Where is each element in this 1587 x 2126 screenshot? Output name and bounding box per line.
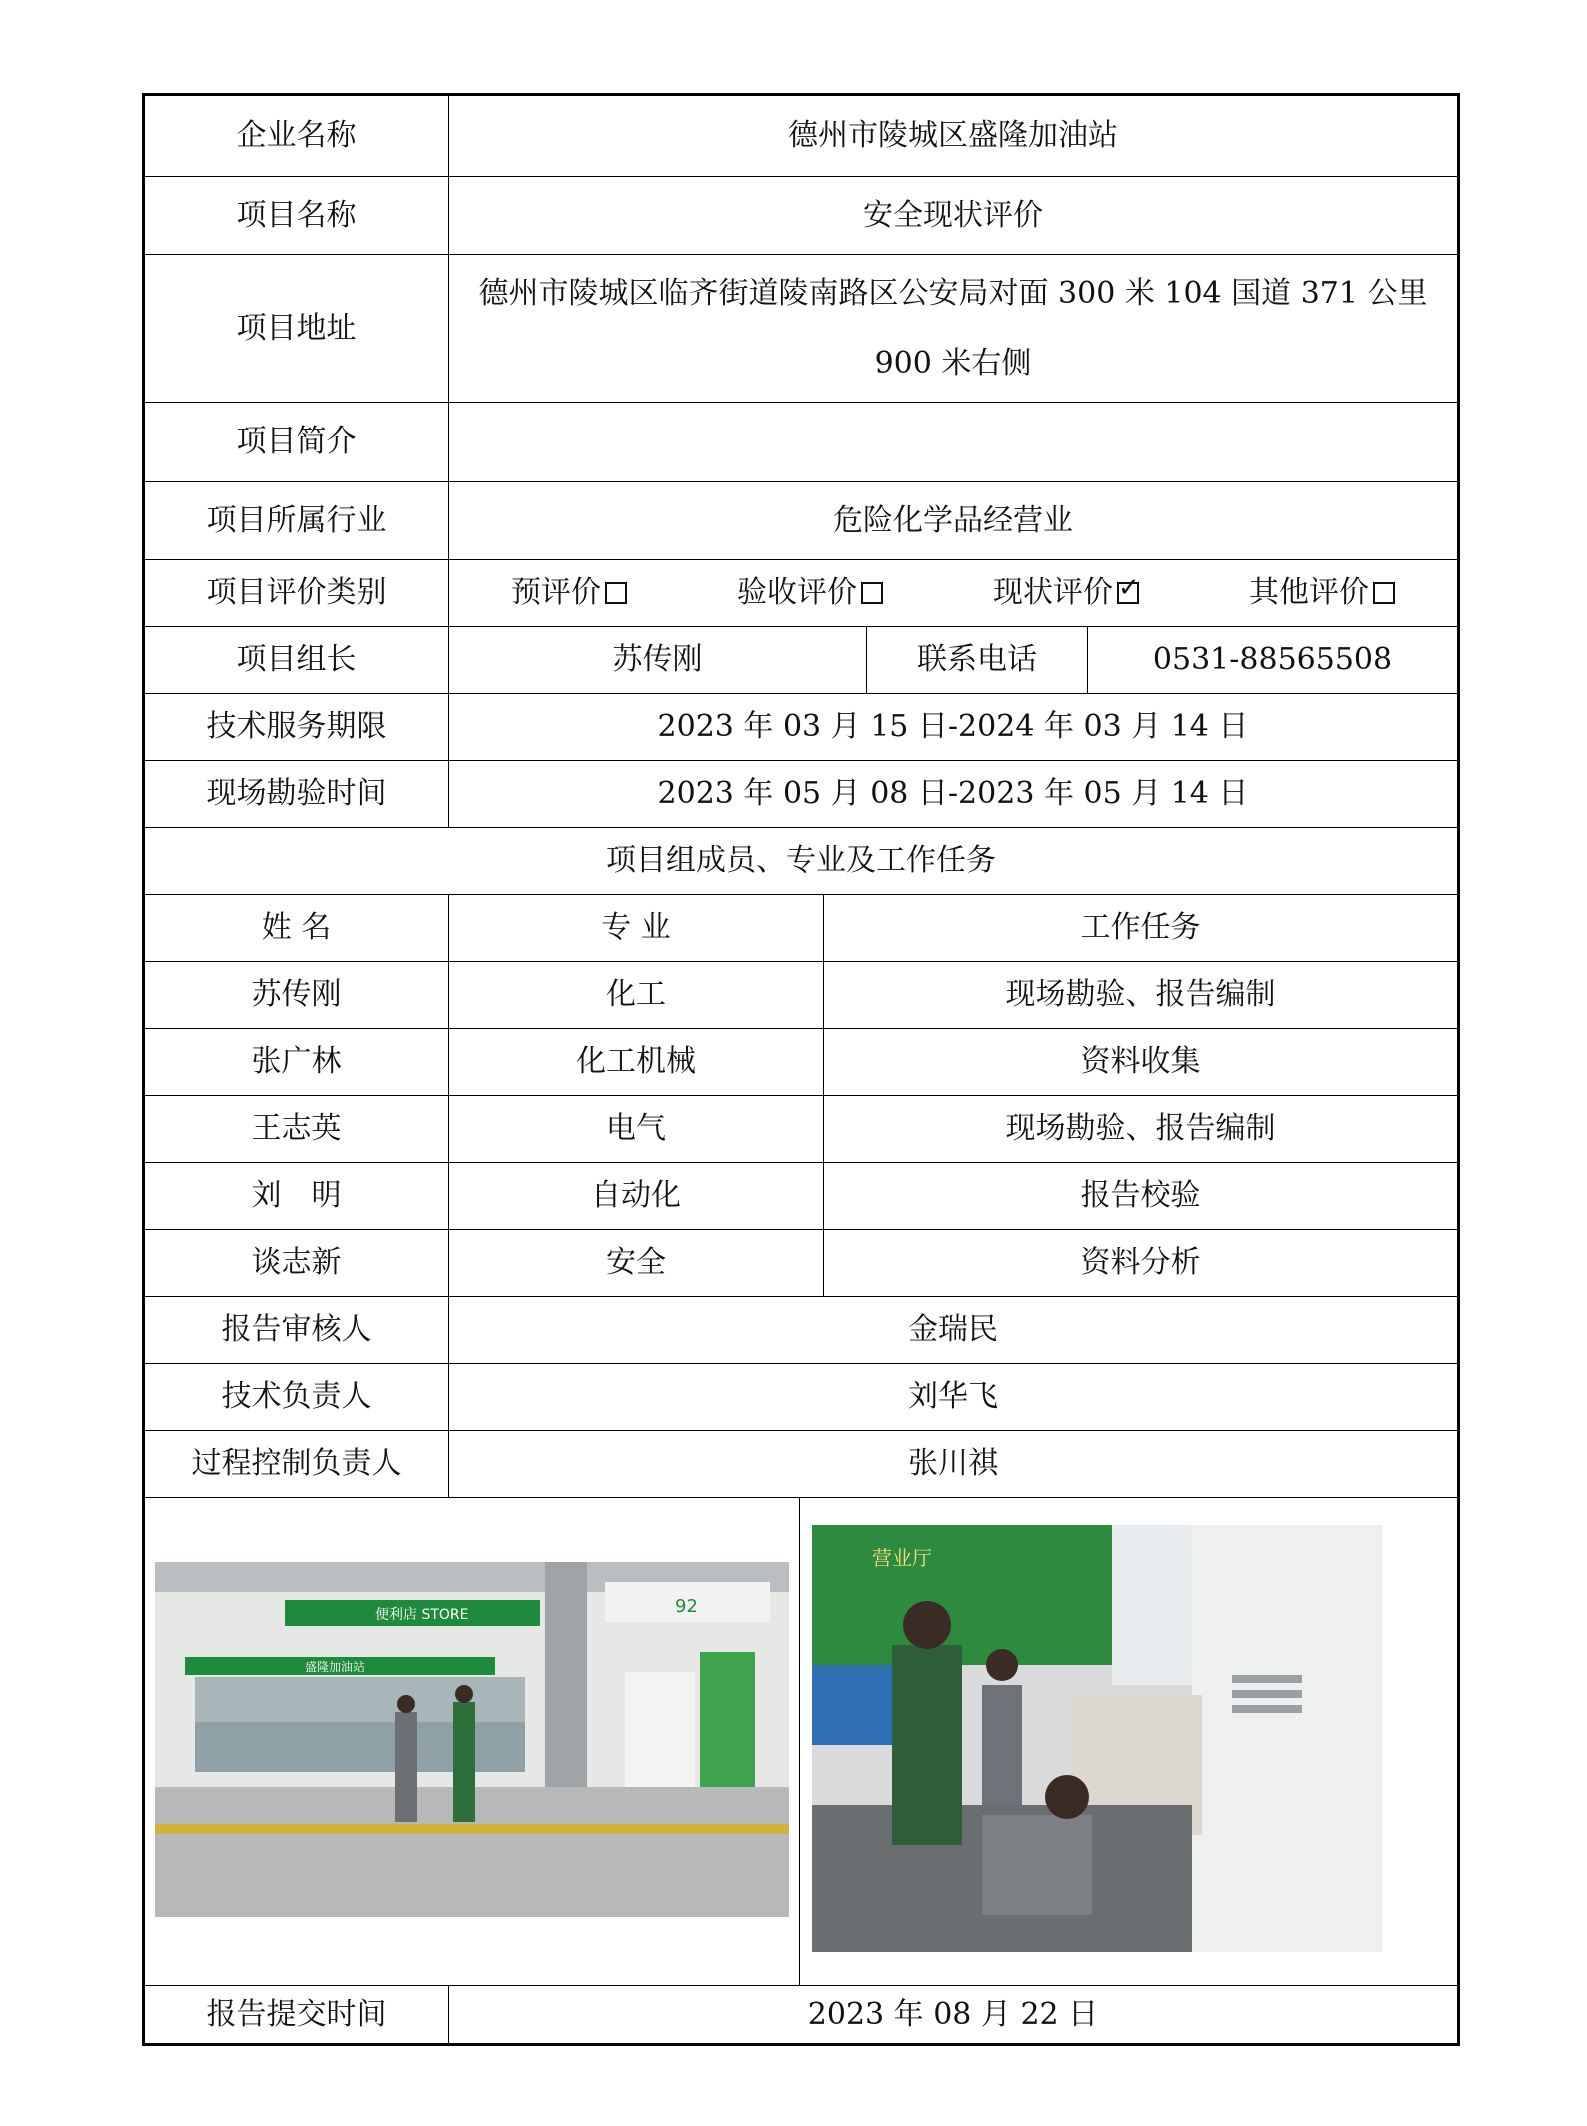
member-name: 苏传刚 (251, 977, 342, 1012)
row-survey-time (145, 761, 1457, 828)
survey-time-label: 现场勘验时间 (206, 776, 387, 811)
team-section-title: 项目组成员、专业及工作任务 (606, 843, 996, 878)
member-name: 张广林 (251, 1044, 342, 1079)
photo-inspection (812, 1525, 1382, 1952)
member-task: 现场勘验、报告编制 (823, 1096, 1457, 1162)
category-option-acceptance (737, 558, 883, 628)
row-reviewer (145, 1297, 1457, 1364)
service-period-value: 2023 年 03 月 15 日-2024 年 03 月 14 日 (448, 694, 1457, 760)
row-leader (145, 627, 1457, 694)
table-row (145, 1096, 1457, 1163)
category-option-pre-label: 预评价 (511, 575, 601, 610)
checkbox-unchecked-icon[interactable] (605, 582, 627, 604)
member-name: 刘 明 (251, 1178, 342, 1213)
member-major: 化工 (448, 962, 823, 1028)
phone-value: 0531-88565508 (1087, 627, 1457, 693)
category-option-other (1249, 558, 1395, 628)
pump-sign: 92 (675, 1596, 698, 1617)
hall-sign: 营业厅 (872, 1546, 932, 1570)
member-task: 资料分析 (823, 1230, 1457, 1296)
table-row (145, 962, 1457, 1029)
category-option-pre (511, 558, 627, 628)
store-sign: 便利店 STORE (375, 1607, 469, 1623)
row-enterprise (145, 96, 1457, 177)
row-address (145, 255, 1457, 403)
leader-value: 苏传刚 (448, 627, 866, 693)
submit-value: 2023 年 08 月 22 日 (448, 1986, 1457, 2043)
leader-label: 项目组长 (236, 642, 357, 677)
reviewer-value: 金瑞民 (448, 1297, 1457, 1363)
category-option-acceptance-label: 验收评价 (737, 575, 857, 610)
team-header-name: 姓 名 (261, 910, 332, 945)
row-photos (145, 1498, 1457, 1986)
process-lead-label: 过程控制负责人 (191, 1446, 402, 1481)
row-project-name (145, 177, 1457, 255)
address-line-2: 900 米右侧 (874, 345, 1032, 381)
table-row (145, 1163, 1457, 1230)
category-option-status-label: 现状评价 (993, 575, 1113, 610)
evaluation-info-table (142, 93, 1460, 2046)
process-lead-value: 张川祺 (448, 1431, 1457, 1497)
row-industry (145, 482, 1457, 560)
tech-lead-value: 刘华飞 (448, 1364, 1457, 1430)
service-period-label: 技术服务期限 (206, 709, 387, 744)
table-row (145, 1029, 1457, 1096)
member-task: 资料收集 (823, 1029, 1457, 1095)
phone-label: 联系电话 (866, 627, 1087, 693)
project-name-label: 项目名称 (236, 197, 357, 233)
checkbox-checked-icon[interactable]: ✓ (1118, 573, 1140, 603)
category-option-other-label: 其他评价 (1249, 575, 1369, 610)
intro-value (448, 403, 1457, 481)
member-major: 电气 (448, 1096, 823, 1162)
team-header-row (145, 895, 1457, 962)
survey-time-value: 2023 年 05 月 08 日-2023 年 05 月 14 日 (448, 761, 1457, 827)
enterprise-label: 企业名称 (236, 118, 357, 153)
team-header-major: 专 业 (448, 895, 823, 961)
address-label: 项目地址 (236, 310, 357, 346)
industry-value: 危险化学品经营业 (448, 482, 1457, 559)
row-category (145, 560, 1457, 627)
photo-divider (799, 1498, 800, 1985)
category-label: 项目评价类别 (206, 575, 387, 610)
category-options (448, 560, 1457, 626)
category-option-status (993, 558, 1139, 628)
row-tech-lead (145, 1364, 1457, 1431)
member-task: 现场勘验、报告编制 (823, 962, 1457, 1028)
project-name-value: 安全现状评价 (448, 177, 1457, 254)
member-major: 化工机械 (448, 1029, 823, 1095)
address-line-1: 德州市陵城区临齐街道陵南路区公安局对面 300 米 104 国道 371 公里 (478, 275, 1428, 311)
member-major: 自动化 (448, 1163, 823, 1229)
row-service-period (145, 694, 1457, 761)
member-task: 报告校验 (823, 1163, 1457, 1229)
address-value (448, 255, 1457, 402)
station-front-image (155, 1562, 789, 1917)
intro-label: 项目简介 (236, 424, 357, 459)
photo-station-front (155, 1562, 789, 1917)
team-header-task: 工作任务 (823, 895, 1457, 961)
row-intro (145, 403, 1457, 482)
industry-label: 项目所属行业 (206, 502, 387, 538)
enterprise-value: 德州市陵城区盛隆加油站 (448, 96, 1457, 176)
submit-label: 报告提交时间 (206, 1996, 387, 2032)
inspection-image (812, 1525, 1382, 1952)
checkbox-unchecked-icon[interactable] (1373, 582, 1395, 604)
tech-lead-label: 技术负责人 (221, 1379, 372, 1414)
table-row (145, 1230, 1457, 1297)
reviewer-label: 报告审核人 (221, 1312, 372, 1347)
member-name: 谈志新 (251, 1245, 342, 1280)
row-process-lead (145, 1431, 1457, 1498)
member-major: 安全 (448, 1230, 823, 1296)
member-name: 王志英 (251, 1111, 342, 1146)
row-submit-time (145, 1986, 1457, 2043)
checkbox-unchecked-icon[interactable] (861, 582, 883, 604)
station-sign: 盛隆加油站 (305, 1660, 366, 1674)
row-team-title (145, 828, 1457, 895)
